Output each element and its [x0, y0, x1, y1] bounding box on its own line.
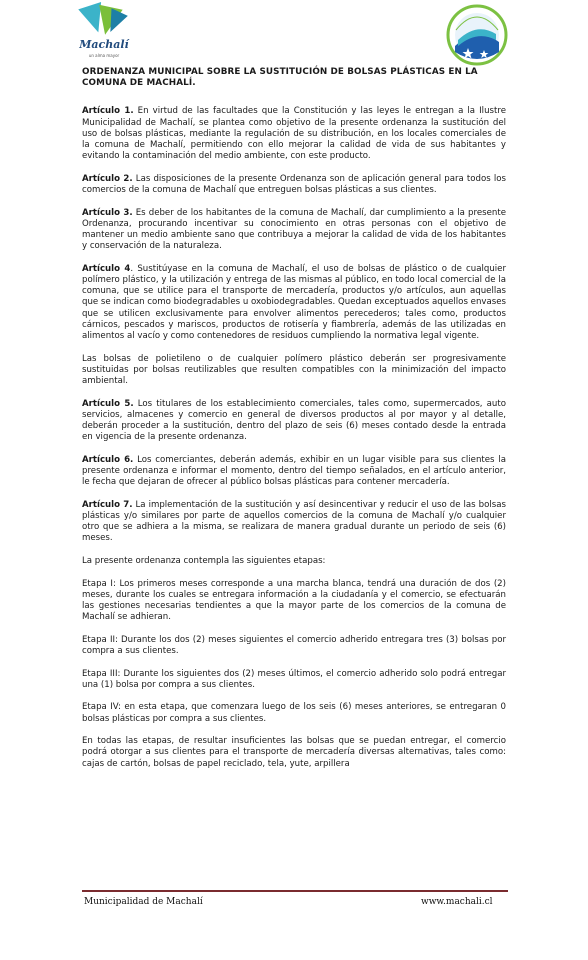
logo-name: Machalí — [79, 38, 129, 51]
paragraph — [82, 354, 506, 388]
article-2 — [82, 174, 506, 196]
article-6 — [82, 455, 506, 489]
article-3 — [82, 208, 506, 253]
article-4 — [82, 264, 506, 342]
environmental-certification-seal — [446, 4, 508, 66]
logo-tagline: un alma mayor — [88, 53, 120, 58]
footer-divider — [82, 890, 508, 892]
article-label: Artículo 6. — [82, 454, 134, 465]
stage-4 — [82, 702, 506, 724]
article-label: Artículo 7. — [82, 499, 133, 510]
stage-3 — [82, 669, 506, 691]
footer-website: www.machali.cl — [421, 897, 493, 907]
article-label: Artículo 4 — [82, 263, 131, 274]
article-label: Artículo 3. — [82, 207, 133, 218]
paragraph — [82, 556, 506, 567]
document-title: ORDENANZA MUNICIPAL SOBRE LA SUSTITUCIÓN DE BOLSAS PLÁSTICAS EN LA COMUNA DE MACHALÍ. — [82, 67, 478, 89]
paragraph-text: Etapa IV: en esta etapa, que comenzara luego de los seis (6) meses anteriores, se entregaran 0 bolsas plásticas por compra a sus clientes. — [82, 702, 506, 724]
machali-logo — [78, 5, 130, 63]
paragraph-text: Las bolsas de polietileno o de cualquier polímero plástico deberán ser progresivamente sustituidas por bolsas reutilizables que resulten compatibles con la minimización del impacto ambiental. — [82, 353, 506, 387]
paragraph — [82, 736, 506, 770]
stage-2 — [82, 635, 506, 657]
article-text: La implementación de la sustitución y así desincentivar y reducir el uso de las bolsas plásticas y/o similares por parte de aquellos comercios de la comuna de Machalí y/o cualquier otro que se adhiera a la misma, se realizara de manera gradual durante un periodo de seis (6) meses. — [82, 499, 506, 544]
article-text: Es deber de los habitantes de la comuna de Machalí, dar cumplimiento a la presente Ordenanza, procurando incentivar su conocimiento en otras personas con el objetivo de mantener un medio ambiente sano que contribuya a mejorar la calidad de vida de los habitantes y conservación de la naturaleza. — [82, 207, 506, 252]
paragraph-text: Etapa I: Los primeros meses corresponde a una marcha blanca, tendrá una duración de dos (2) meses, durante los cuales se entregara información a la ciudadanía y el comercio, se efectuarán las gestiones necesarias tendientes a que la mayor parte de los comercios de la comuna de Machalí se adhieran. — [82, 578, 506, 623]
article-label: Artículo 5. — [82, 398, 134, 409]
article-text: . Sustitúyase en la comuna de Machalí, el uso de bolsas de plástico o de cualquier polímero plástico, y la utilización y entrega de las mismas al público, en todo local comercial de la comuna, que se utilice para el transporte de mercadería, productos y/o artículos, aun aquellas que se indican como biodegradables u oxobiodegradables. Quedan exceptuados aquellos envases que se utilicen exclusivamente para envolver alimentos perecederos; tales como, productos cárnicos, pescados y mariscos, productos de rotisería y fiambrería, además de las utilizadas en alimentos al vacío y como contenedores de residuos cumpliendo la normativa legal vigente. — [82, 263, 506, 342]
article-5 — [82, 399, 506, 444]
paragraph-text: En todas las etapas, de resultar insuficientes las bolsas que se puedan entregar, el comercio podrá otorgar a sus clientes para el transporte de mercadería diversas alternativas, tales como: cajas de cartón, bolsas de papel reciclado, tela, yute, arpillera — [82, 736, 506, 769]
paragraph-text: Etapa III: Durante los siguientes dos (2) meses últimos, el comercio adherido solo podrá entregar una (1) bolsa por compra a sus clientes. — [82, 668, 506, 690]
article-text: Los titulares de los establecimiento comerciales, tales como, supermercados, auto servicios, almacenes y comercio en general de diversos productos al por mayor y al detalle, deberán proceder a la sustitución, dentro del plazo de seis (6) meses contado desde la entrada en vigencia de la presente ordenanza. — [82, 398, 506, 443]
paragraph-text: La presente ordenanza contempla las siguientes etapas: — [82, 556, 326, 567]
article-label: Artículo 2. — [82, 173, 133, 184]
stage-1 — [82, 579, 506, 624]
paragraph-text: Etapa II: Durante los dos (2) meses siguientes el comercio adherido entregara tres (3) bolsas por compra a sus clientes. — [82, 634, 506, 657]
article-text: En virtud de las facultades que la Constitución y las leyes le entregan a la Ilustre Municipalidad de Machalí, se plantea como objetivo de la presente ordenanza la sustitución del uso de bolsas plásticas, mediante la regulación de su distribución, en los locales comerciales de la comuna de Machalí, permitiendo con ello mejorar la calidad de vida de sus habitantes y evitando la contaminación del medio ambiente, con este producto. — [82, 106, 506, 162]
article-7 — [82, 500, 506, 545]
article-text: Las disposiciones de la presente Ordenanza son de aplicación general para todos los comercios de la comuna de Machalí que entreguen bolsas plásticas a sus clientes. — [82, 173, 506, 196]
article-label: Artículo 1. — [82, 106, 134, 117]
document-body — [82, 67, 506, 781]
footer-municipality: Municipalidad de Machalí — [84, 897, 203, 907]
article-1 — [82, 106, 506, 162]
article-text: Los comerciantes, deberán además, exhibir en un lugar visible para sus clientes la presente ordenanza e informar el momento, dentro del tiempo señalados, en el artículo anterior, le fecha que dejaran de ofrecer al público bolsas plásticas para contener mercadería. — [82, 454, 506, 488]
